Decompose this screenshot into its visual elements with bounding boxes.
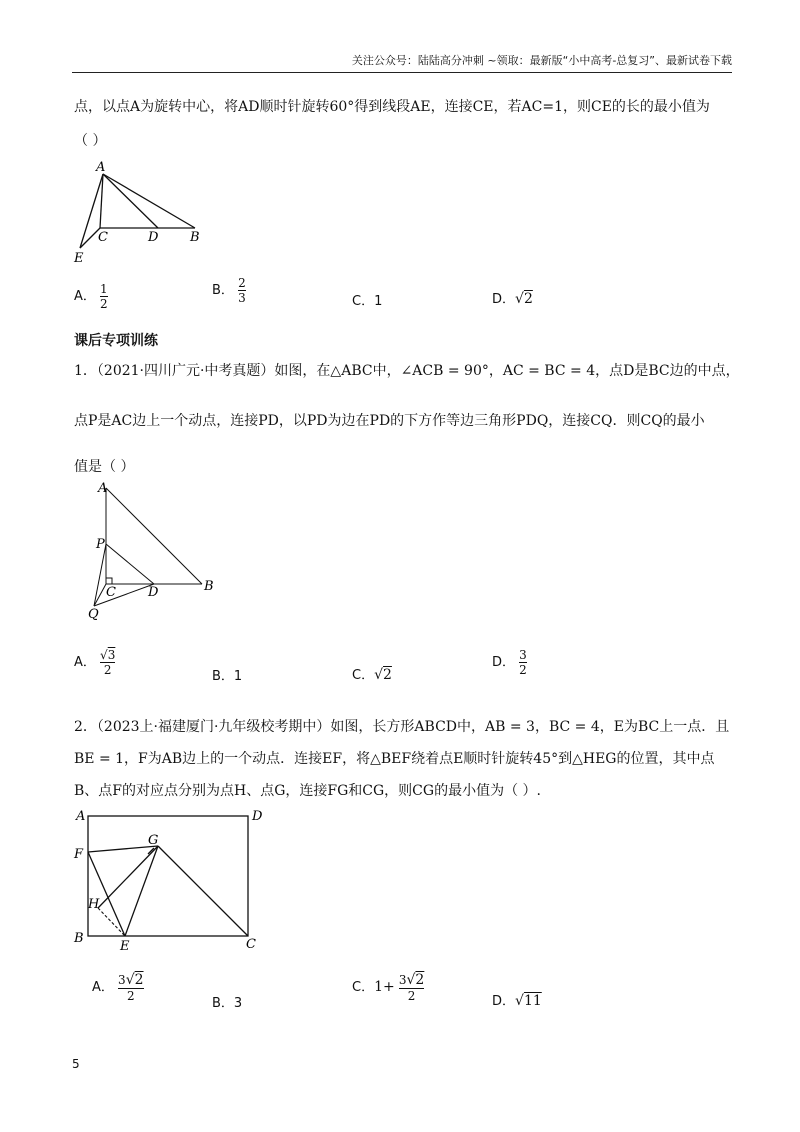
label-A: A (96, 160, 106, 175)
label-D: D (148, 585, 159, 600)
label-A: A (98, 481, 108, 496)
q1-text-line2: 点P是AC边上一个动点，连接PD，以PD为边在PD的下方作等边三角形PDQ，连接CQ．则CQ的最小 (74, 413, 705, 429)
q2-option-b: B．3 (212, 996, 243, 1011)
header-divider (72, 72, 732, 73)
q2-option-d: D．√11 (492, 993, 542, 1009)
label-A: A (76, 809, 86, 824)
q2-text-line3: B、点F的对应点分别为点H、点G，连接FG和CG，则CG的最小值为（ ）. (74, 783, 541, 799)
label-B: B (190, 230, 200, 245)
q1-option-d: D． $\frac{3}{2}$ (492, 648, 527, 677)
label-C: C (98, 230, 108, 245)
q0-text-line2: （ ） (74, 133, 107, 149)
label-B: B (204, 579, 214, 594)
q0-figure (70, 158, 220, 268)
q1-option-b: B．1 (212, 669, 243, 684)
q2-option-a: A． $\frac{3√2}{2}$ (92, 972, 144, 1003)
label-D: D (148, 230, 159, 245)
label-G: G (148, 833, 159, 848)
label-F: F (74, 847, 84, 862)
label-E: E (74, 251, 84, 266)
q0-option-d: D．√2 (492, 291, 533, 307)
q0-option-a: A． $\frac{1}{2}$ (74, 282, 108, 311)
q0-text-line1: 点，以点A为旋转中心，将AD顺时针旋转60°得到线段AE，连接CE，若AC=1，则CE的长的最小值为 (74, 99, 710, 115)
q2-text-line1: 2．（2023上·福建厦门·九年级校考期中）如图，长方形ABCD中，AB = 3，BC = 4，E为BC上一点．且 (74, 719, 730, 735)
section-title: 课后专项训练 (74, 333, 158, 349)
label-E: E (120, 939, 130, 954)
label-P: P (96, 537, 105, 552)
q0-option-b: B． $\frac{2}{3}$ (212, 276, 246, 305)
q1-figure (84, 478, 224, 620)
q1-option-a: A． $\frac{√3}{2}$ (74, 648, 116, 677)
q1-text-line3: 值是（ ） (74, 459, 135, 475)
q1-text-line1: 1．（2021·四川广元·中考真题）如图，在△ABC中，∠ACB = 90°，AC = BC = 4，点D是BC边的中点， (74, 363, 740, 379)
label-C: C (106, 585, 116, 600)
label-H: H (88, 897, 100, 912)
label-B: B (74, 931, 84, 946)
q0-option-c: C．1 (352, 294, 383, 309)
page-number: 5 (72, 1057, 80, 1071)
q2-text-line2: BE = 1，F为AB边上的一个动点．连接EF，将△BEF绕着点E顺时针旋转45°到△HEG的位置，其中点 (74, 751, 715, 767)
label-D: D (252, 809, 263, 824)
label-C: C (246, 937, 256, 952)
label-Q: Q (88, 607, 99, 620)
q1-option-c: C．√2 (352, 667, 392, 683)
q2-option-c: C．1+ $\frac{3√2}{2}$ (352, 972, 425, 1003)
q2-figure (70, 804, 270, 954)
page-header: 关注公众号：陆陆高分冲刺 ~领取：最新版“小中高考-总复习”、最新试卷下载 (351, 54, 732, 67)
